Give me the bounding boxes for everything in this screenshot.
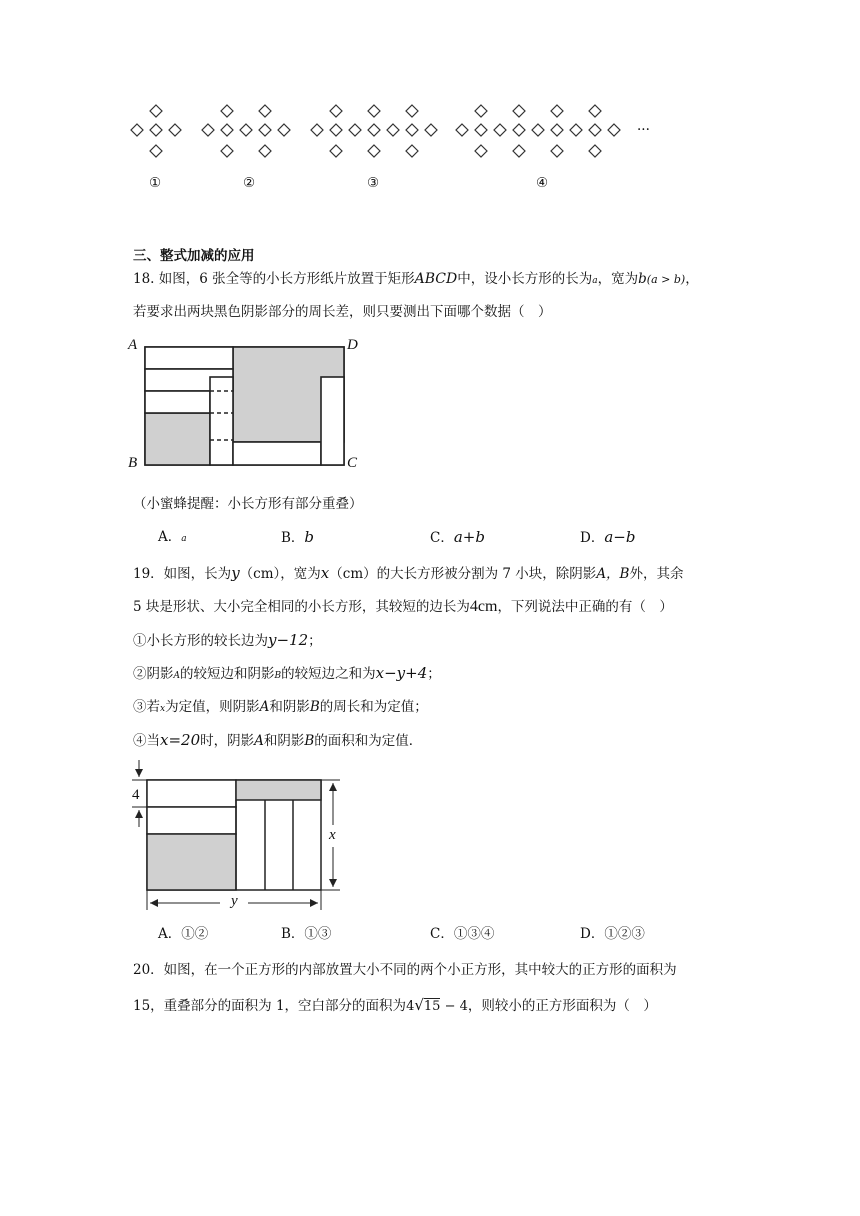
diamond-shape — [311, 124, 323, 136]
q19-small-rect-2 — [147, 807, 236, 834]
q20-line1: 20．如图，在一个正方形的内部放置大小不同的两个小正方形，其中较大的正方形的面积为 — [133, 962, 677, 978]
diamond-shape — [551, 145, 563, 157]
q18-line1 — [133, 269, 699, 291]
diamond-shape — [475, 145, 487, 157]
q19-label-x: x — [329, 827, 336, 843]
diamond-shape — [513, 105, 525, 117]
diamond-shape — [589, 124, 601, 136]
q18-rect-top-left — [145, 347, 233, 369]
diamond-shape — [406, 105, 418, 117]
q19-line2: 5 块是形状、大小完全相同的小长方形，其较短的边长为4cm，下列说法中正确的有（ ） — [133, 598, 673, 615]
q18-option-b[interactable]: B．b — [281, 528, 315, 546]
q18-abcd: ABCD — [414, 271, 458, 287]
diamond-shape — [150, 145, 162, 157]
diamond-shape — [349, 124, 361, 136]
q19-option-b[interactable]: B．①③ — [281, 926, 332, 942]
diamond-shape — [589, 145, 601, 157]
q19-label-4: 4 — [132, 787, 140, 803]
q18-label-B: B — [128, 455, 138, 471]
diamond-shape — [259, 105, 271, 117]
diamond-shape — [221, 145, 233, 157]
diamond-shape — [368, 105, 380, 117]
q19-statement-2: ②阴影A的较短边和阴影B的较短边之和为x−y+4； — [133, 664, 441, 682]
diamond-shape — [240, 124, 252, 136]
q19-statement-1: ①小长方形的较长边为y−12； — [133, 631, 322, 649]
section-title: 三、整式加减的应用 — [133, 248, 255, 264]
q19-option-c[interactable]: C．①③④ — [430, 926, 495, 942]
q18-line2: 若要求出两块黑色阴影部分的周长差，则只要测出下面哪个数据（ ） — [133, 304, 552, 320]
q18-option-a[interactable]: A．a — [158, 529, 187, 545]
diamond-shape — [589, 105, 601, 117]
diamond-shape — [221, 105, 233, 117]
pattern-label-4: ④ — [536, 175, 549, 191]
diamond-shape — [150, 105, 162, 117]
q20-line2: 15，重叠部分的面积为 1，空白部分的面积为4√15 − 4，则较小的正方形面积为（ ） — [133, 996, 657, 1014]
diamond-shape — [221, 124, 233, 136]
pattern-ellipsis: ··· — [637, 122, 650, 138]
q19-label-y: y — [231, 893, 238, 909]
diamond-shape — [425, 124, 437, 136]
diamond-shape — [406, 145, 418, 157]
q19-small-rect-1 — [147, 780, 236, 807]
q18-shade-left — [145, 413, 210, 465]
q19-line1: 19．如图，长为y（cm），宽为x（cm）的大长方形被分割为 7 小块，除阴影A，B外，其余 — [133, 564, 684, 582]
diamond-shape — [202, 124, 214, 136]
diamond-shape — [406, 124, 418, 136]
q19-figure — [0, 755, 860, 915]
diamond-shape — [330, 145, 342, 157]
diamond-shape — [570, 124, 582, 136]
diamond-shape — [330, 105, 342, 117]
pattern-label-1: ① — [149, 175, 162, 191]
diamond-shape — [387, 124, 399, 136]
q19-shade-a — [147, 834, 236, 890]
diamond-shape — [494, 124, 506, 136]
q18-label-C: C — [347, 455, 358, 471]
q18-option-d[interactable]: D．a−b — [580, 528, 636, 546]
diamond-shape — [259, 124, 271, 136]
q18-text-b: 中，设小长方形的长为 — [457, 271, 593, 287]
diamond-shape — [368, 124, 380, 136]
q19-statement-4: ④当x=20时，阴影A和阴影B的面积和为定值． — [133, 731, 423, 749]
q18-var-a: a — [592, 276, 598, 286]
diamond-shape — [131, 124, 143, 136]
diamond-shape — [551, 124, 563, 136]
q18-hint: （小蜜蜂提醒：小长方形有部分重叠） — [133, 496, 363, 512]
diamond-pattern — [0, 0, 860, 200]
diamond-shape — [551, 105, 563, 117]
q18-label-D: D — [347, 337, 358, 353]
q18-text-c: ，宽为 — [597, 271, 639, 287]
diamond-shape — [513, 124, 525, 136]
q18-figure — [0, 335, 860, 475]
q19-option-d[interactable]: D．①②③ — [580, 926, 645, 942]
diamond-shape — [608, 124, 620, 136]
q18-text-end: ， — [685, 271, 699, 287]
diamond-shape — [532, 124, 544, 136]
q18-rect-bottom — [233, 442, 321, 465]
q18-cond: (a > b) — [646, 273, 686, 286]
diamond-shape — [475, 124, 487, 136]
diamond-shape — [150, 124, 162, 136]
q18-rect-vert-right — [321, 377, 344, 465]
q18-rect-left3 — [145, 391, 210, 413]
q19-option-a[interactable]: A．①② — [158, 926, 209, 942]
q19-shade-b — [236, 780, 321, 800]
diamond-shape — [475, 105, 487, 117]
diamond-shape — [330, 124, 342, 136]
pattern-label-2: ② — [243, 175, 256, 191]
diamond-shape — [259, 145, 271, 157]
q19-statement-3: ③若x为定值，则阴影A和阴影B的周长和为定值； — [133, 699, 428, 715]
diamond-shape — [368, 145, 380, 157]
q20-expr: 4√15 − 4 — [406, 996, 468, 1014]
q18-label-A: A — [128, 337, 138, 353]
q18-text-a: 18. 如图，6 张全等的小长方形纸片放置于矩形 — [133, 271, 415, 287]
q18-var-b: b — [638, 271, 647, 287]
diamond-shape — [169, 124, 181, 136]
pattern-label-3: ③ — [367, 175, 380, 191]
q18-option-c[interactable]: C．a+b — [430, 528, 485, 546]
diamond-shape — [456, 124, 468, 136]
diamond-shape — [513, 145, 525, 157]
diamond-shape — [278, 124, 290, 136]
